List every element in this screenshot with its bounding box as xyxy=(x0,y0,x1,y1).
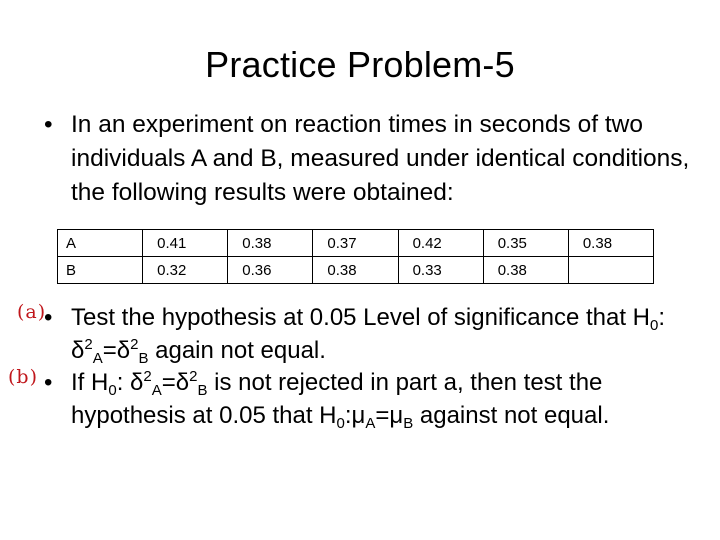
value-cell: 0.42 xyxy=(398,230,483,257)
part-b-text: =δ xyxy=(161,369,190,396)
superscript: 2 xyxy=(84,335,93,353)
bullet-dot: • xyxy=(44,369,53,396)
subscript: A xyxy=(365,414,376,432)
part-a-text: : δ xyxy=(71,304,666,364)
value-cell xyxy=(568,257,653,284)
table-row xyxy=(58,230,654,257)
superscript: 2 xyxy=(189,368,198,385)
part-b-text: against not equal. xyxy=(413,401,610,429)
handwritten-marker-a: (a) xyxy=(17,301,47,323)
part-b-text: =μ xyxy=(375,401,404,429)
row-label-cell: A xyxy=(58,230,143,257)
subscript: B xyxy=(197,382,208,399)
value-cell: 0.32 xyxy=(143,257,228,284)
slide-title: Practice Problem-5 xyxy=(205,44,515,85)
bullet-dot: • xyxy=(44,111,53,138)
part-b-bullet xyxy=(44,367,701,432)
part-b-text: :μ xyxy=(344,401,366,429)
part-b-text: If H xyxy=(71,369,109,396)
row-label-cell: B xyxy=(58,257,143,284)
handwritten-marker-b: (b) xyxy=(8,366,38,388)
intro-bullet xyxy=(44,108,701,210)
reaction-times-table xyxy=(57,229,654,284)
part-a-text: =δ xyxy=(102,336,131,364)
part-b-text: is not rejected in part a, then test the hypothesis at 0.05 that H xyxy=(71,369,603,429)
value-cell: 0.38 xyxy=(313,257,398,284)
subscript: 0 xyxy=(336,414,345,432)
subscript: A xyxy=(92,349,103,367)
bullet-dot: • xyxy=(44,304,53,331)
subscript: A xyxy=(151,382,162,399)
part-b-text: : δ xyxy=(116,369,144,396)
value-cell: 0.38 xyxy=(228,230,313,257)
table-row xyxy=(58,257,654,284)
subscript: B xyxy=(403,414,414,432)
value-cell: 0.37 xyxy=(313,230,398,257)
superscript: 2 xyxy=(143,368,152,385)
value-cell: 0.36 xyxy=(228,257,313,284)
part-a-bullet xyxy=(44,302,701,367)
subscript: 0 xyxy=(108,382,117,399)
value-cell: 0.33 xyxy=(398,257,483,284)
value-cell: 0.35 xyxy=(483,230,568,257)
value-cell: 0.38 xyxy=(568,230,653,257)
part-a-text: Test the hypothesis at 0.05 Level of significance that H xyxy=(71,304,651,331)
subscript: 0 xyxy=(650,317,659,334)
part-a-text: again not equal. xyxy=(148,336,326,364)
intro-text: In an experiment on reaction times in seconds of two individuals A and B, measured under identical conditions, the following results were obtained: xyxy=(71,111,690,206)
value-cell: 0.38 xyxy=(483,257,568,284)
superscript: 2 xyxy=(130,335,139,353)
value-cell: 0.41 xyxy=(143,230,228,257)
subscript: B xyxy=(138,349,149,367)
